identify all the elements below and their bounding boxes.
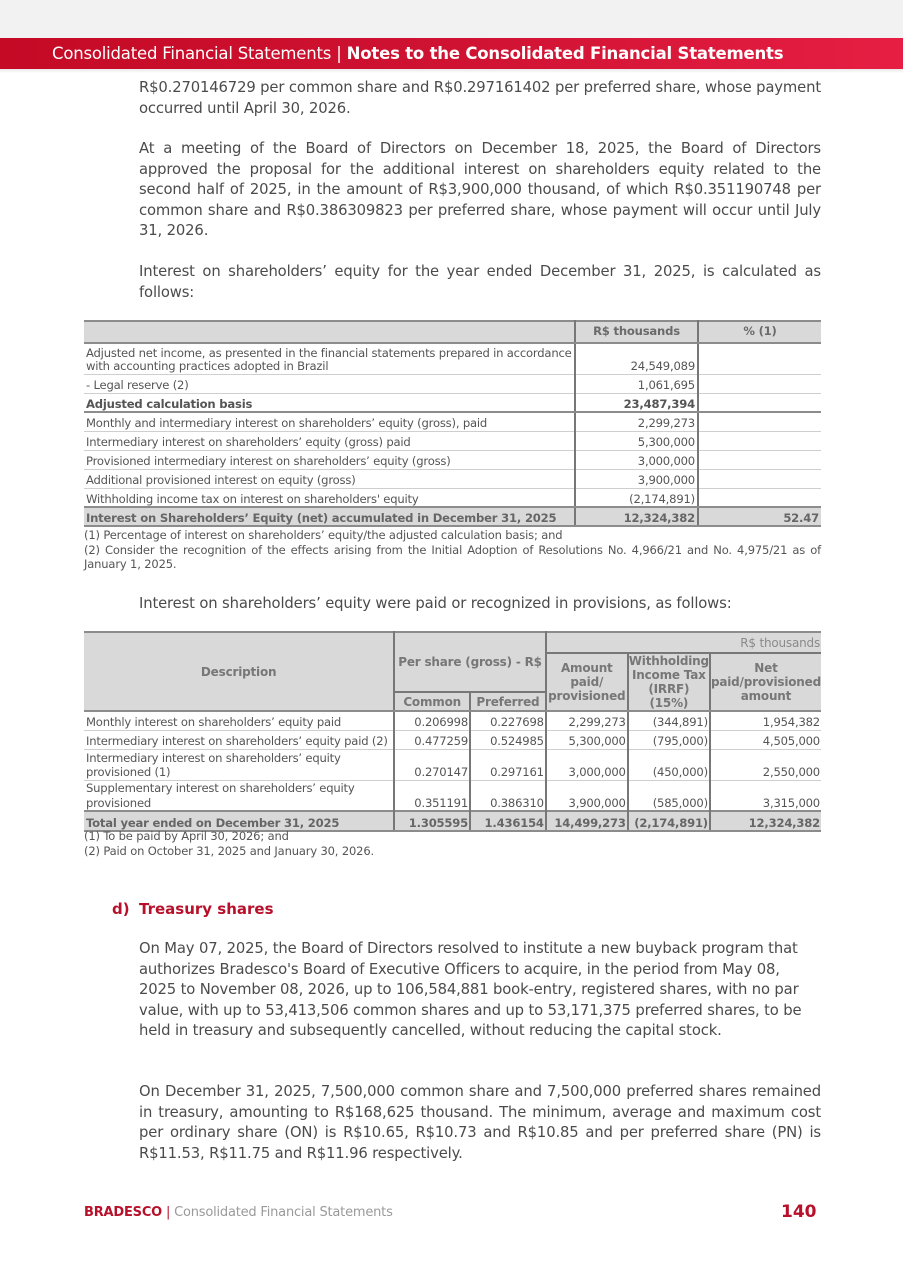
page-number: 140 [781,1202,817,1222]
table2-footnotes [84,829,821,858]
paragraph-buyback-program: On May 07, 2025, the Board of Directors resolved to institute a new buyback program that authorizes Bradesco's Board of Executive Officers to acquire, in the period from May 08, 2025 to November 08, 2026, up to 106,584,881 book-entry, registered shares, with no par value, with up to 53,413,506 common shares and up to 53,171,375 preferred shares, to be held in treasury and subsequently cancelled, without reducing the capital stock. [139,940,802,1039]
row-value: 5,300,000 [575,431,698,450]
table-row [84,374,821,393]
header-section: Consolidated Financial Statements [52,44,332,63]
row-irrf: (795,000) [628,730,710,749]
row-preferred: 0.386310 [470,780,546,811]
header-per-share: Per share (gross) - R$ [394,632,546,692]
row-label: Adjusted net income, as presented in the financial statements prepared in accordance with accounting practices adopted in Brazil [84,343,575,374]
row-preferred: 0.524985 [470,730,546,749]
row-value: 2,299,273 [575,412,698,431]
header-common: Common [394,692,470,711]
interest-payments-table [84,631,821,832]
row-common: 0.270147 [394,749,470,780]
row-pct [698,393,821,412]
viewer-top-margin [0,0,903,38]
section-letter: d) [112,900,130,918]
header-separator: | [336,44,342,63]
row-amount: 5,300,000 [546,730,628,749]
row-label: Provisioned intermediary interest on shareholders’ equity (gross) [84,450,575,469]
header-amount: Amount paid/ provisioned [546,653,628,711]
row-common: 1.305595 [394,811,470,831]
row-value: 12,324,382 [575,507,698,526]
row-label: Additional provisioned interest on equity (gross) [84,469,575,488]
row-common: 0.351191 [394,780,470,811]
row-label: Supplementary interest on shareholders’ equity provisioned [84,780,394,811]
header-row-top [84,632,821,653]
row-irrf: (2,174,891) [628,811,710,831]
paragraph-treasury-balance: On December 31, 2025, 7,500,000 common share and 7,500,000 preferred shares remained in treasury, amounting to R$168,625 thousand. The minimum, average and maximum cost per ordinary share (ON) is R$10.65, R$10.73 and R$10.85 and per preferred share (PN) is R$11.53, R$11.75 and R$11.96 respectively. [139,1083,821,1162]
row-value: 23,487,394 [575,393,698,412]
row-pct [698,488,821,507]
row-irrf: (344,891) [628,711,710,730]
footer-doc-title: Consolidated Financial Statements [174,1205,393,1220]
header-rs-thousands: R$ thousands [575,321,698,343]
footnote: (2) Consider the recognition of the effects arising from the Initial Adoption of Resolutions No. 4,966/21 and No. 4,975/21 as of January 1, 2025. [84,542,821,571]
row-amount: 2,299,273 [546,711,628,730]
table-row [84,469,821,488]
paragraph-payments-intro: Interest on shareholders’ equity were paid or recognized in provisions, as follows: [139,595,732,612]
row-value: (2,174,891) [575,488,698,507]
row-irrf: (450,000) [628,749,710,780]
section-heading-treasury-shares [112,900,274,918]
header-unit: R$ thousands [546,632,821,653]
footnote: (1) To be paid by April 30, 2026; and [84,829,289,843]
paragraph-calculation-intro: Interest on shareholders’ equity for the year ended December 31, 2025, is calculated as follows: [139,263,821,301]
row-pct [698,431,821,450]
table1-footnotes [84,528,821,572]
interest-calculation-table [84,320,821,527]
row-net: 3,315,000 [710,780,821,811]
table-header-row [84,321,821,343]
row-common: 0.206998 [394,711,470,730]
row-label: - Legal reserve (2) [84,374,575,393]
row-pct [698,412,821,431]
header-withholding: Withholding Income Tax (IRRF) (15%) [628,654,709,710]
row-irrf: (585,000) [628,780,710,811]
row-pct: 52.47 [698,507,821,526]
table-row [84,343,821,374]
table-row [84,730,821,749]
row-preferred: 0.227698 [470,711,546,730]
section-title: Treasury shares [139,900,274,918]
footnote: (2) Paid on October 31, 2025 and January 30, 2026. [84,843,374,858]
footer-brand-logo: BRADESCO [84,1205,163,1220]
row-label: Monthly and intermediary interest on shareholders’ equity (gross), paid [84,412,575,431]
row-pct [698,450,821,469]
banner-shadow [0,69,903,73]
row-label: Intermediary interest on shareholders’ equity (gross) paid [84,431,575,450]
table-row [84,431,821,450]
table-row [84,450,821,469]
header-description: Description [84,632,394,711]
row-label: Withholding income tax on interest on shareholders' equity [84,488,575,507]
page-footer [84,1205,393,1220]
row-net: 4,505,000 [710,730,821,749]
row-common: 0.477259 [394,730,470,749]
row-label: Total year ended on December 31, 2025 [84,811,394,831]
row-label: Intermediary interest on shareholders’ equity paid (2) [84,730,394,749]
row-net: 12,324,382 [710,811,821,831]
row-amount: 3,900,000 [546,780,628,811]
header-description [84,321,575,343]
header-preferred: Preferred [470,692,546,711]
table-row [84,780,821,811]
row-pct [698,343,821,374]
row-preferred: 0.297161 [470,749,546,780]
row-amount: 14,499,273 [546,811,628,831]
header-percent: % (1) [698,321,821,343]
row-label: Interest on Shareholders’ Equity (net) accumulated in December 31, 2025 [84,507,575,526]
table-row [84,412,821,431]
footnote: (1) Percentage of interest on shareholders’ equity/the adjusted calculation basis; and [84,528,563,542]
paragraph-board-meeting: At a meeting of the Board of Directors on December 18, 2025, the Board of Directors approved the proposal for the additional interest on shareholders equity related to the second half of 2025, in the amount of R$3,900,000 thousand, of which R$0.351190748 per common share and R$0.386309823 per preferred share, whose payment will occur until July 31, 2026. [139,140,821,239]
row-amount: 3,000,000 [546,749,628,780]
page-header-banner [0,38,903,69]
row-pct [698,374,821,393]
row-value: 24,549,089 [575,343,698,374]
header-net: Net paid/provisioned amount [710,653,821,711]
row-value: 1,061,695 [575,374,698,393]
row-pct [698,469,821,488]
header-subsection: Notes to the Consolidated Financial Statements [346,44,784,63]
row-label: Monthly interest on shareholders’ equity paid [84,711,394,730]
table-row-total [84,811,821,831]
table-row [84,711,821,730]
row-net: 1,954,382 [710,711,821,730]
table-row-total [84,507,821,526]
footer-separator: | [165,1205,171,1220]
row-value: 3,900,000 [575,469,698,488]
row-value: 3,000,000 [575,450,698,469]
row-preferred: 1.436154 [470,811,546,831]
table-row [84,749,821,780]
table-row-subtotal [84,393,821,412]
row-net: 2,550,000 [710,749,821,780]
paragraph-dividend-payment: R$0.270146729 per common share and R$0.297161402 per preferred share, whose payment occurred until April 30, 2026. [139,79,821,117]
row-label: Intermediary interest on shareholders’ equity provisioned (1) [84,749,394,780]
table-row [84,488,821,507]
row-label: Adjusted calculation basis [84,393,575,412]
